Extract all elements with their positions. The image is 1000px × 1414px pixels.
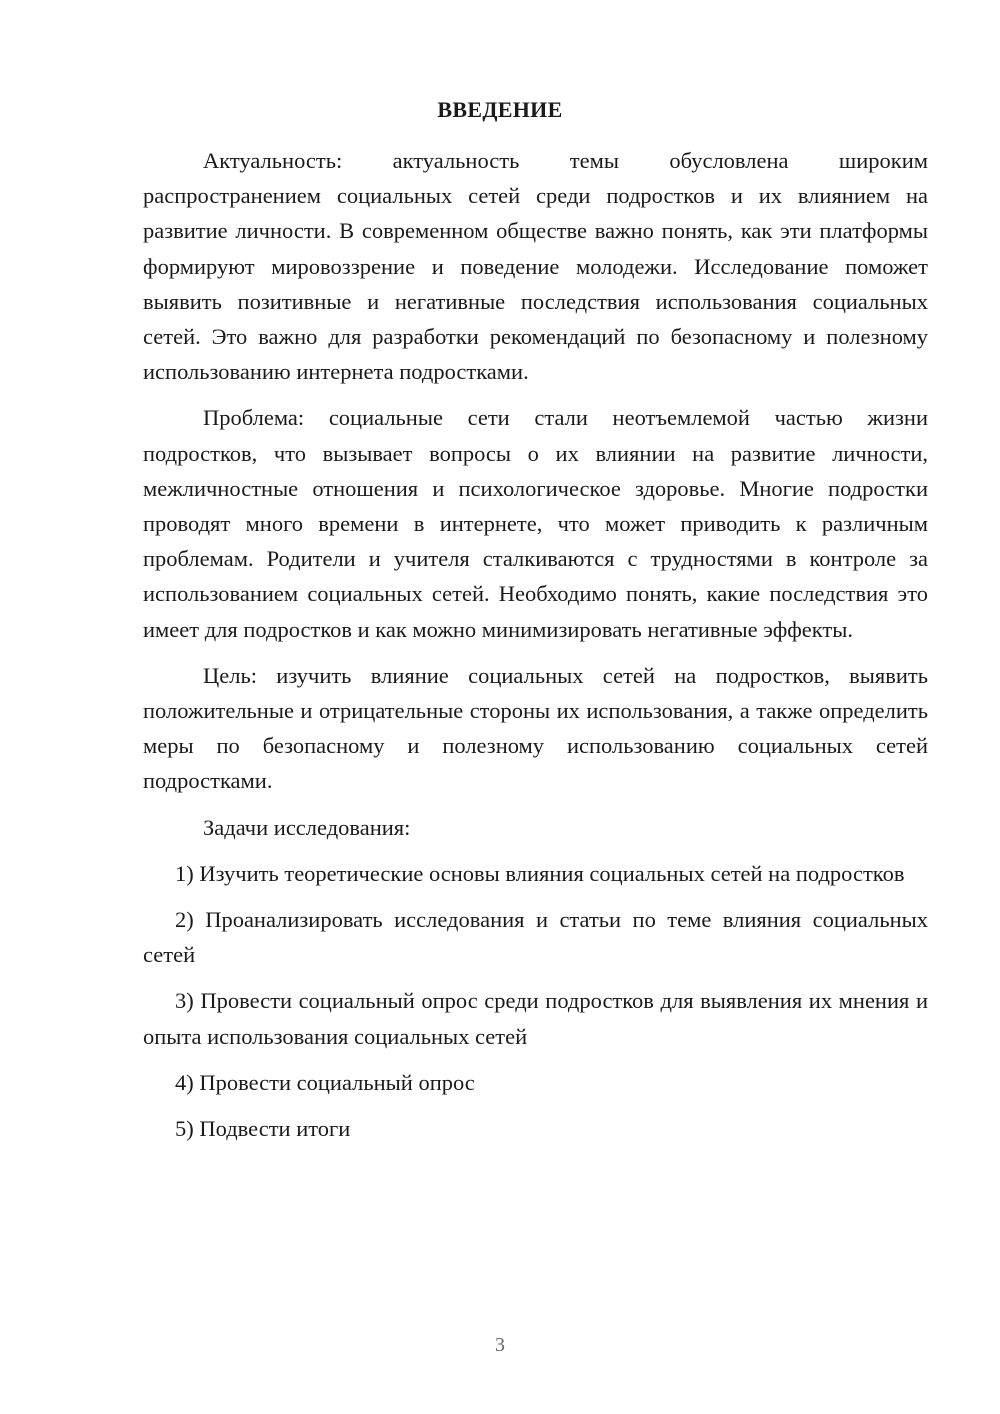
page-title: ВВЕДЕНИЕ — [437, 97, 563, 122]
paragraph-relevance: Актуальность: актуальность темы обусловлена широким распространением социальных сетей среди подростков и их влиянием на развитие личности. В современном обществе важно понять, как эти платформы формируют мировоззрение и поведение молодежи. Исследование поможет выявить позитивные и негативные последствия использования социальных сетей. Это важно для разработки рекомендаций по безопасному и полезному использованию интернета подростками. — [143, 148, 928, 385]
task-item-1: 1) Изучить теоретические основы влияния социальных сетей на подростков — [175, 860, 905, 886]
document-body — [143, 143, 928, 1157]
page-number: 3 — [495, 1334, 505, 1356]
task-item-5: 5) Подвести итоги — [175, 1116, 351, 1142]
task-item-4: 4) Провести социальный опрос — [175, 1069, 475, 1095]
paragraph-goal: Цель: изучить влияние социальных сетей на подростков, выявить положительные и отрицательные стороны их использования, а также определить меры по безопасному и полезному использованию социальных сетей подростками. — [143, 662, 928, 794]
paragraph-problem: Проблема: социальные сети стали неотъемлемой частью жизни подростков, что вызывает вопросы о их влиянии на развитие личности, межличностные отношения и психологическое здоровье. Многие подростки проводят много времени в интернете, что может приводить к различным проблемам. Родители и учителя сталкиваются с трудностями в контроле за использованием социальных сетей. Необходимо понять, какие последствия это имеет для подростков и как можно минимизировать негативные эффекты. — [143, 405, 928, 642]
task-item-3: 3) Провести социальный опрос среди подростков для выявления их мнения и опыта использования социальных сетей — [143, 988, 928, 1049]
tasks-heading: Задачи исследования: — [203, 814, 411, 840]
task-item-2: 2) Проанализировать исследования и статьи по теме влияния социальных сетей — [143, 907, 928, 968]
